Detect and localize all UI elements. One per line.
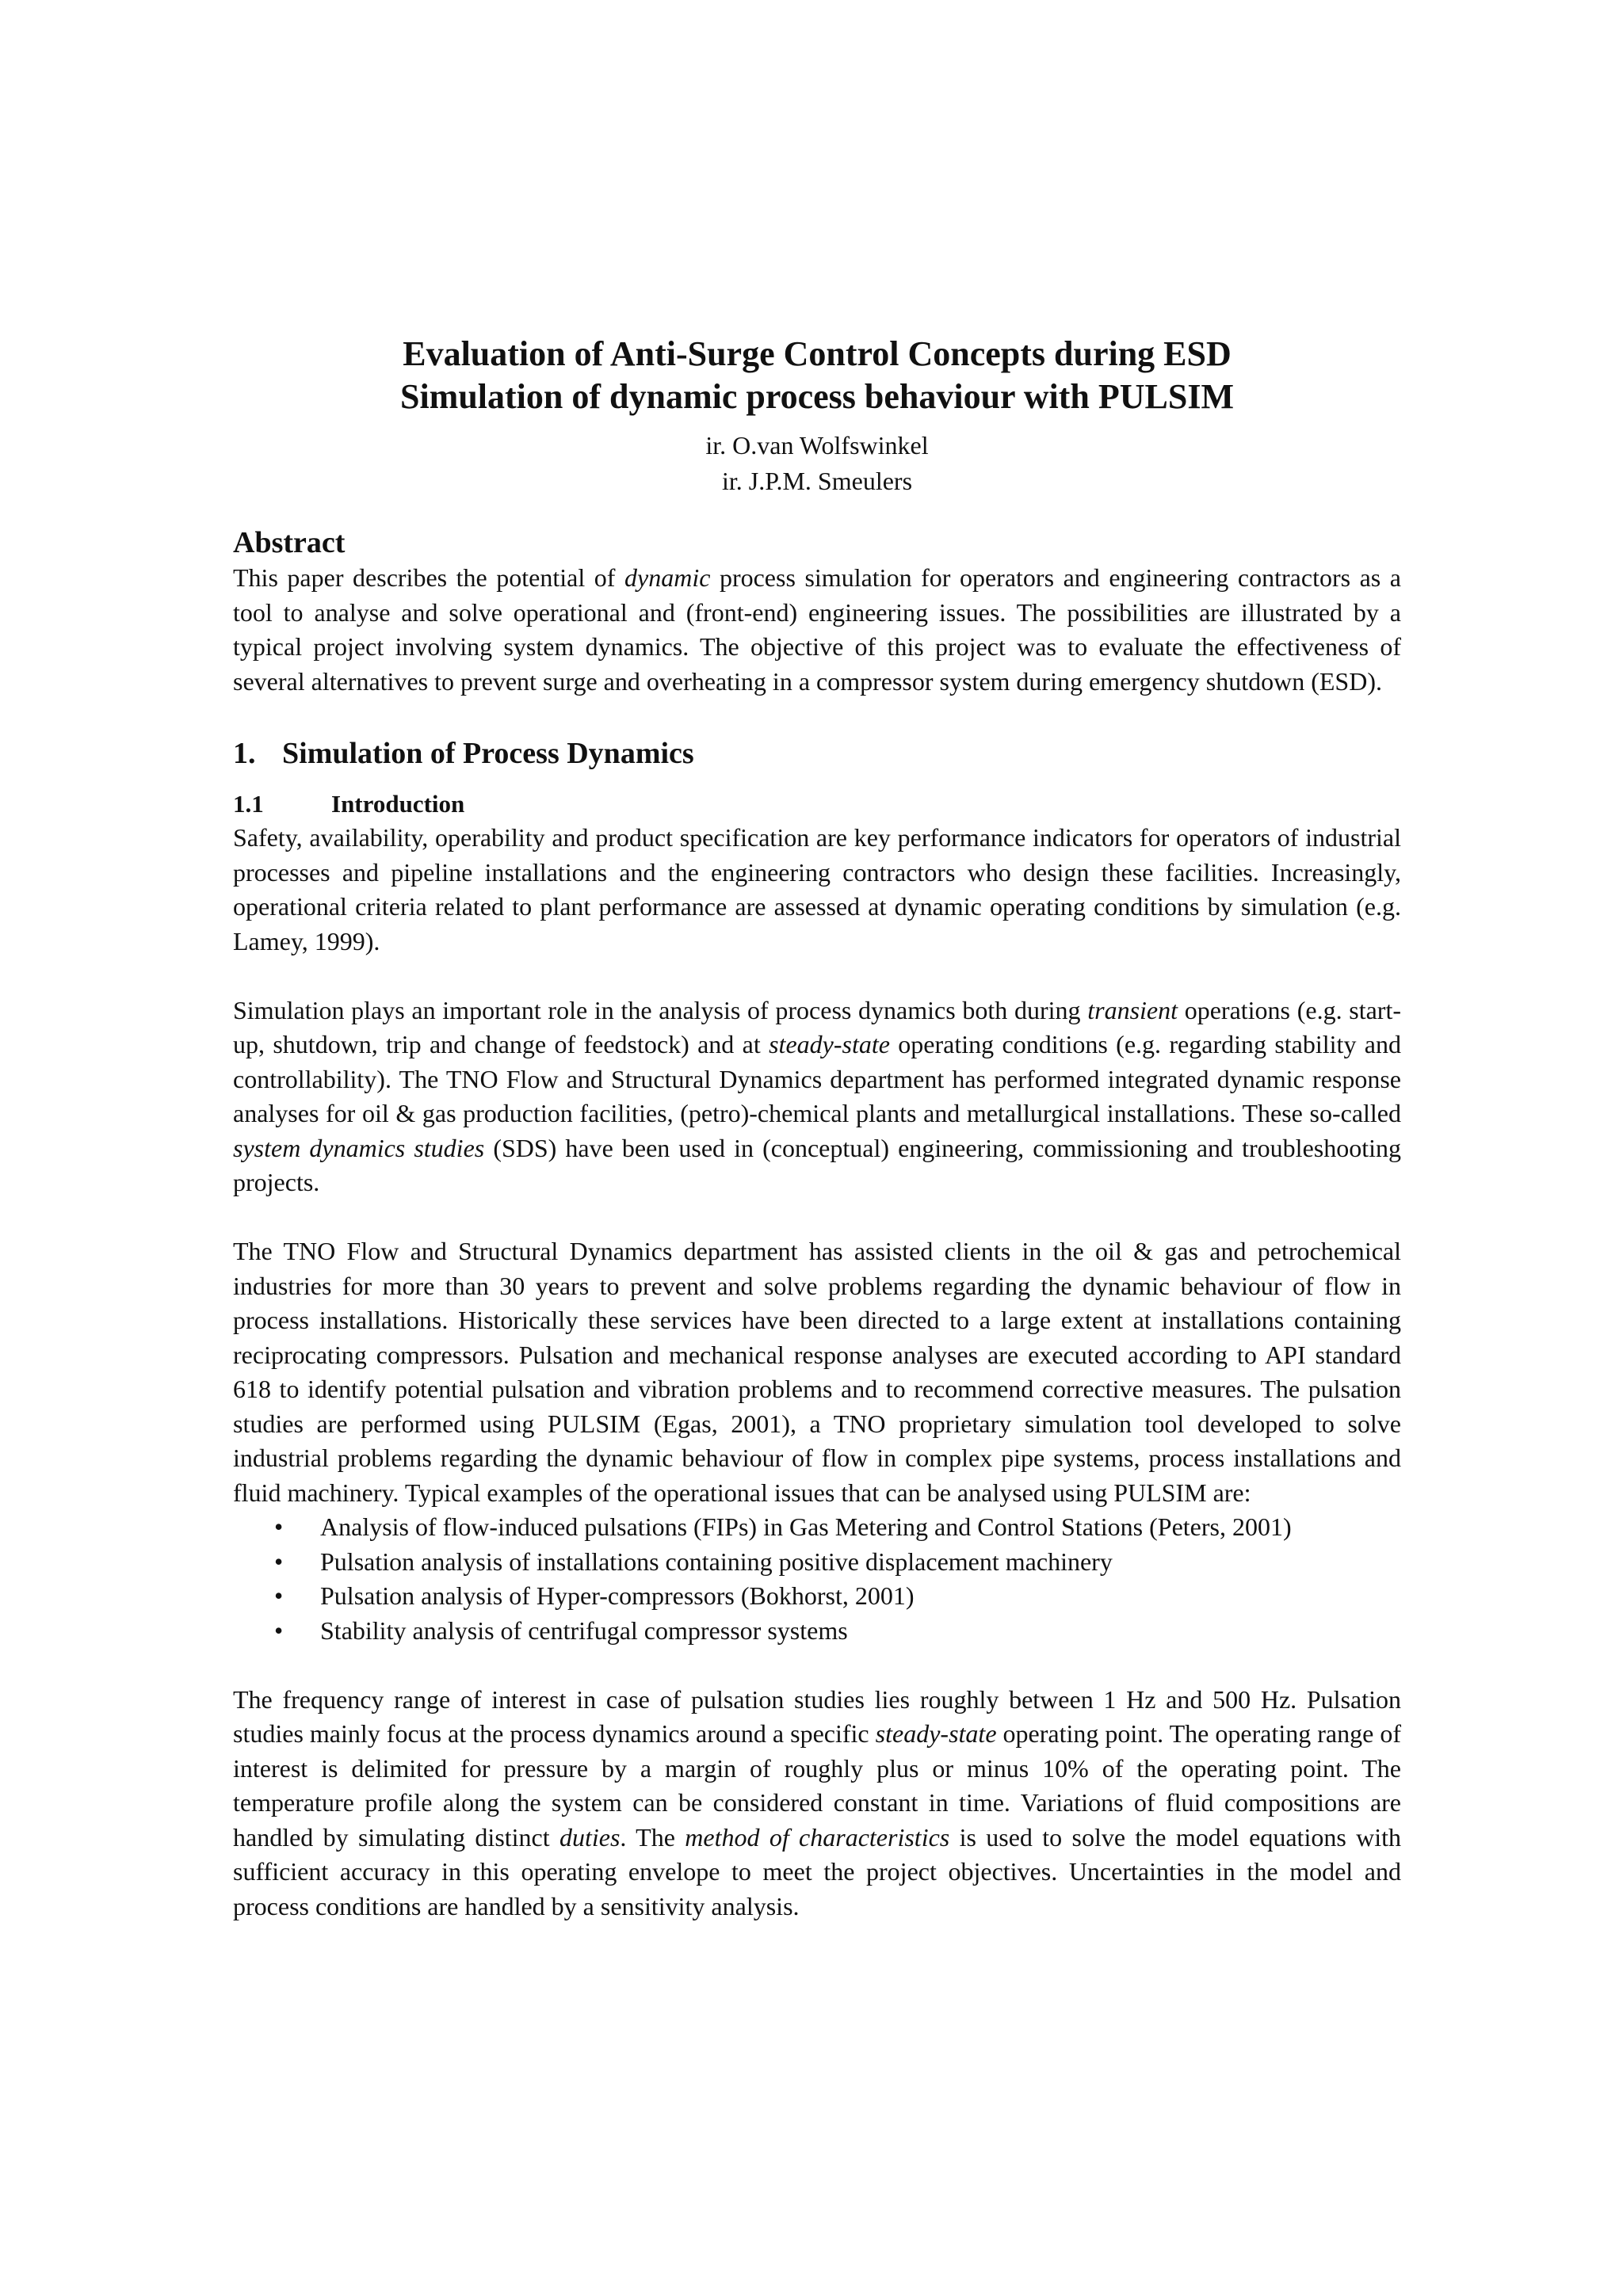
p2-emphasis-2: steady-state (769, 1030, 890, 1058)
subsection-1-1-number: 1.1 (233, 790, 264, 818)
section-1-heading (233, 735, 1401, 772)
p2-text-2: operations (e.g. start-up, shutdown, trip and change of feedstock) and at (233, 995, 1402, 1058)
p2-emphasis-3: system dynamics studies (233, 1133, 485, 1162)
title-line-2: Simulation of dynamic process behaviour with PULSIM (399, 377, 1235, 416)
p4-text-2: operating point. The operating range of interest is delimited for pressure by a margin of roughly plus or minus 10% of the operating point. The temperature profile along the system can be considered constant in time. Variations of fluid compositions are handled by simulating distinct (233, 1719, 1402, 1852)
list-item-text: Pulsation analysis of installations containing positive displacement machinery (320, 1547, 1113, 1576)
abstract-paragraph (233, 561, 1401, 699)
p4-text-1: The frequency range of interest in case of pulsation studies lies roughly between 1 Hz and 500 Hz. Pulsation studies mainly focus at the process dynamics around a specific (233, 1684, 1401, 1748)
author-list (233, 428, 1401, 499)
intro-paragraph-4 (233, 1683, 1401, 1924)
abstract-text-1: This paper describes the potential of (233, 563, 624, 592)
intro-paragraph-3: The TNO Flow and Structural Dynamics department has assisted clients in the oil & gas and petrochemical industries for more than 30 years to prevent and solve problems regarding the dynamic behaviour of flow in process installations. Historically these services have been directed to a large extent at installations containing reciprocating compressors. Pulsation and mechanical response analyses are executed according to API standard 618 to identify potential pulsation and vibration problems and to recommend corrective measures. The pulsation studies are performed using PULSIM (Egas, 2001), a TNO proprietary simulation tool developed to solve industrial problems regarding the dynamic behaviour of flow in complex pipe systems, process installations and fluid machinery. Typical examples of the operational issues that can be analysed using PULSIM are: (233, 1237, 1401, 1507)
list-item-text: Stability analysis of centrifugal compressor systems (320, 1615, 848, 1645)
bullet-icon: • (274, 1615, 284, 1645)
author-1: ir. O.van Wolfswinkel (705, 431, 929, 460)
intro-paragraph-1: Safety, availability, operability and product specification are key performance indicators for operators of industrial processes and pipeline installations and the engineering contractors who design these facilities. Increasingly, operational criteria related to plant performance are assessed at dynamic operating conditions by simulation (e.g. Lamey, 1999). (233, 823, 1401, 955)
p2-text-1: Simulation plays an important role in the analysis of process dynamics both during (233, 995, 1088, 1024)
p4-emphasis-1: steady-state (875, 1719, 997, 1748)
p2-text-3: operating conditions (e.g. regarding stability and controllability). The TNO Flow and Structural Dynamics department has performed integrated dynamic response analyses for oil & gas production facilities, (petro)-chemical plants and metallurgical installations. These so-called (233, 1030, 1402, 1127)
p4-text-4: is used to solve the model equations with sufficient accuracy in this operating envelope to meet the project objectives. Uncertainties in the model and process conditions are handled by a sensitivity analysis. (233, 1822, 1402, 1920)
section-1-number: 1. (233, 737, 256, 770)
abstract-heading: Abstract (233, 526, 346, 559)
paper-page (233, 333, 1401, 1924)
paragraph-spacer (233, 959, 1401, 994)
title-line-1: Evaluation of Anti-Surge Control Concepts during ESD (403, 334, 1232, 373)
list-item-text: Pulsation analysis of Hyper-compressors (Bokhorst, 2001) (320, 1581, 915, 1610)
abstract-emphasis-1: dynamic (624, 563, 711, 592)
p4-emphasis-2: duties (559, 1822, 621, 1852)
p2-emphasis-1: transient (1087, 995, 1178, 1024)
intro-paragraph-2 (233, 994, 1401, 1200)
list-item (233, 1510, 1401, 1545)
paragraph-spacer (233, 1200, 1401, 1235)
paragraph-spacer (233, 1648, 1401, 1683)
subsection-1-1-title: Introduction (331, 790, 465, 818)
bullet-icon: • (274, 1547, 284, 1576)
bullet-icon: • (274, 1512, 284, 1541)
list-item (233, 1614, 1401, 1649)
abstract-text-2: process simulation for operators and engineering contractors as a tool to analyse and solve operational and (front-end) engineering issues. The possibilities are illustrated by a typical project involving system dynamics. The objective of this project was to evaluate the effectiveness of several alternatives to prevent surge and overheating in a compressor system during emergency shutdown (ESD). (233, 563, 1402, 696)
subsection-1-1-heading (233, 788, 1401, 821)
p4-emphasis-3: method of characteristics (685, 1822, 950, 1852)
paper-title (233, 333, 1401, 418)
list-item-text: Analysis of flow-induced pulsations (FIPs) in Gas Metering and Control Stations (Peters, 2001) (320, 1512, 1292, 1541)
bullet-list (233, 1510, 1401, 1648)
section-1-title: Simulation of Process Dynamics (282, 737, 694, 770)
p4-text-3: . The (620, 1822, 685, 1852)
author-2: ir. J.P.M. Smeulers (721, 467, 913, 495)
bullet-icon: • (274, 1581, 284, 1610)
list-item (233, 1579, 1401, 1614)
list-item (233, 1545, 1401, 1580)
p2-text-4: (SDS) have been used in (conceptual) engineering, commissioning and troubleshooting projects. (233, 1133, 1402, 1196)
